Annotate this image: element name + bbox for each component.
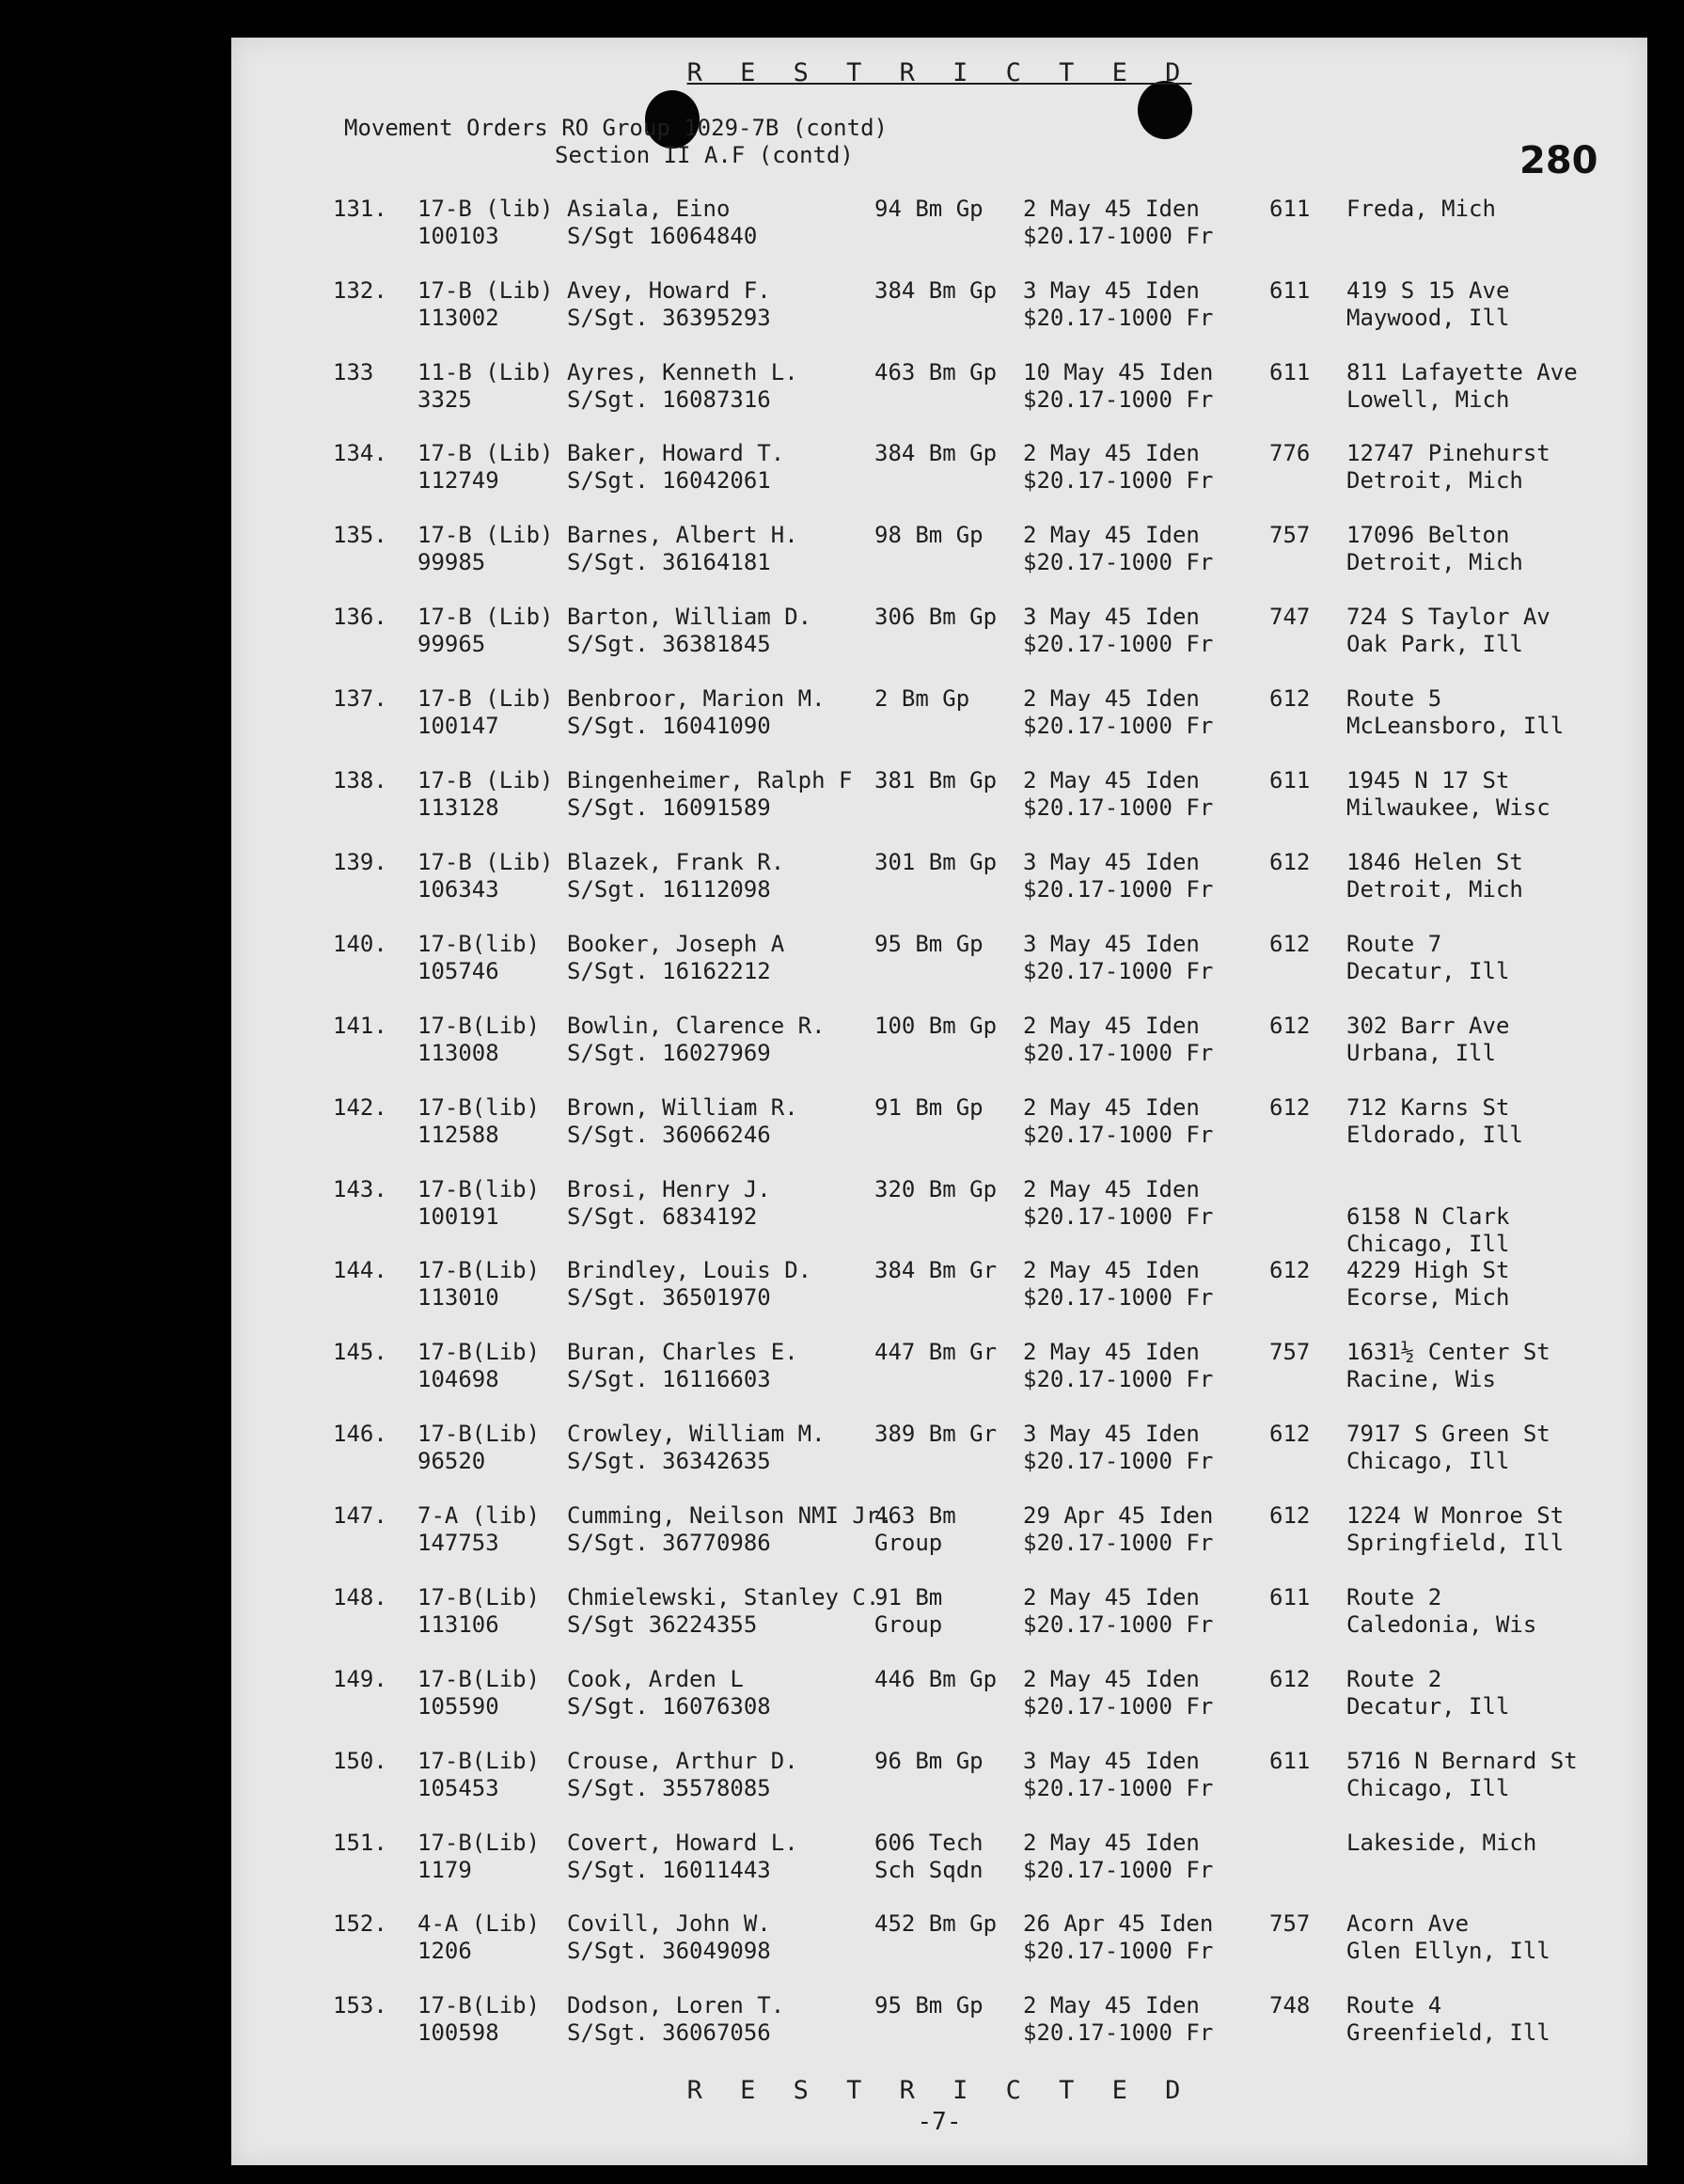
entry-number: 142. [333, 1094, 387, 1121]
address-line1: 5716 N Bernard St [1346, 1748, 1578, 1774]
address-line2: Eldorado, Ill [1346, 1122, 1523, 1148]
serial-id: 113106 [417, 1611, 499, 1638]
mos-code: 17-B (Lib) [417, 604, 554, 630]
address-line2: Glen Ellyn, Ill [1346, 1938, 1550, 1964]
order-date: 2 May 45 Iden [1023, 1666, 1200, 1692]
unit: 301 Bm Gp [874, 849, 998, 875]
rank-serial: S/Sgt. 16027969 [567, 1040, 771, 1066]
person-name: Dodson, Loren T. [567, 1992, 785, 2019]
serial-id: 100103 [417, 223, 499, 249]
rank-serial: S/Sgt. 16091589 [567, 794, 771, 821]
address-line1: Acorn Ave [1346, 1910, 1470, 1937]
pay-rate: $20.17-1000 Fr [1023, 876, 1214, 903]
pay-rate: $20.17-1000 Fr [1023, 631, 1214, 657]
mos-code: 17-B(Lib) [417, 1748, 541, 1774]
entry-number: 149. [333, 1666, 387, 1692]
entry-number: 137. [333, 685, 387, 712]
mos-code: 17-B(Lib) [417, 1830, 541, 1856]
person-name: Covert, Howard L. [567, 1830, 798, 1856]
entry-number: 144. [333, 1257, 387, 1283]
address-line2: Decatur, Ill [1346, 1693, 1510, 1720]
list-item [231, 767, 1647, 842]
address-line1: 302 Barr Ave [1346, 1013, 1510, 1039]
rank-serial: S/Sgt. 16076308 [567, 1693, 771, 1720]
mos-code: 17-B(Lib) [417, 1666, 541, 1692]
address-line2: Chicago, Ill [1346, 1775, 1510, 1801]
mos-code: 17-B(Lib) [417, 1339, 541, 1365]
pay-rate: $20.17-1000 Fr [1023, 794, 1214, 821]
serial-id: 113002 [417, 305, 499, 331]
person-name: Bowlin, Clarence R. [567, 1013, 826, 1039]
dest-code: 612 [1269, 1257, 1311, 1283]
unit: 96 Bm Gp [874, 1748, 984, 1774]
dest-code: 757 [1269, 1339, 1311, 1365]
person-name: Bingenheimer, Ralph F [567, 767, 853, 793]
address-line1: Lakeside, Mich [1346, 1830, 1537, 1856]
list-item [231, 1094, 1647, 1170]
mos-code: 11-B (Lib) [417, 359, 554, 385]
entry-number: 139. [333, 849, 387, 875]
serial-id: 106343 [417, 876, 499, 903]
unit: 2 Bm Gp [874, 685, 970, 712]
person-name: Blazek, Frank R. [567, 849, 785, 875]
dest-code: 611 [1269, 277, 1311, 304]
list-item [231, 1748, 1647, 1823]
address-line1: 419 S 15 Ave [1346, 277, 1510, 304]
pay-rate: $20.17-1000 Fr [1023, 305, 1214, 331]
address-line2: Decatur, Ill [1346, 958, 1510, 984]
person-name: Benbroor, Marion M. [567, 685, 826, 712]
order-date: 29 Apr 45 Iden [1023, 1502, 1214, 1529]
person-name: Asiala, Eino [567, 196, 731, 222]
unit: 384 Bm Gp [874, 277, 998, 304]
address-line2: Urbana, Ill [1346, 1040, 1496, 1066]
order-date: 2 May 45 Iden [1023, 1013, 1200, 1039]
unit: 91 Bm Gp [874, 1094, 984, 1121]
pay-rate: $20.17-1000 Fr [1023, 1284, 1214, 1311]
unit: 389 Bm Gr [874, 1421, 998, 1447]
entry-number: 143. [333, 1176, 387, 1202]
pay-rate: $20.17-1000 Fr [1023, 1938, 1214, 1964]
unit: 446 Bm Gp [874, 1666, 998, 1692]
mos-code: 17-B(Lib) [417, 1992, 541, 2019]
dest-code: 748 [1269, 1992, 1311, 2019]
dest-code: 611 [1269, 1748, 1311, 1774]
pay-rate: $20.17-1000 Fr [1023, 1040, 1214, 1066]
address-line1: 811 Lafayette Ave [1346, 359, 1578, 385]
list-item [231, 1176, 1647, 1257]
address-line1: Route 2 [1346, 1666, 1442, 1692]
address-line1: Route 4 [1346, 1992, 1442, 2019]
order-date: 2 May 45 Iden [1023, 1094, 1200, 1121]
serial-id: 105453 [417, 1775, 499, 1801]
address-line2: Oak Park, Ill [1346, 631, 1523, 657]
list-item [231, 1830, 1647, 1905]
address-line2: Chicago, Ill [1346, 1448, 1510, 1474]
address-line1: Route 5 [1346, 685, 1442, 712]
dest-code: 757 [1269, 522, 1311, 548]
unit: 95 Bm Gp [874, 1992, 984, 2019]
serial-id: 113128 [417, 794, 499, 821]
dest-code: 757 [1269, 1910, 1311, 1937]
serial-id: 105590 [417, 1693, 499, 1720]
classification-header: R E S T R I C T E D [686, 58, 1192, 87]
mos-code: 17-B(lib) [417, 1176, 541, 1202]
unit: 100 Bm Gp [874, 1013, 998, 1039]
order-date: 3 May 45 Iden [1023, 931, 1200, 957]
pay-rate: $20.17-1000 Fr [1023, 1122, 1214, 1148]
dest-code: 611 [1269, 767, 1311, 793]
orders-title: Movement Orders RO Group 1029-7B (contd) [344, 115, 888, 141]
rank-serial: S/Sgt. 16041090 [567, 713, 771, 739]
rank-serial: S/Sgt. 16011443 [567, 1857, 771, 1883]
entry-number: 146. [333, 1421, 387, 1447]
serial-id: 1179 [417, 1857, 472, 1883]
serial-id: 100147 [417, 713, 499, 739]
address-line1: 17096 Belton [1346, 522, 1510, 548]
rank-serial: S/Sgt. 36067056 [567, 2019, 771, 2046]
address-line2: Detroit, Mich [1346, 467, 1523, 494]
unit: 91 Bm [874, 1584, 943, 1611]
order-date: 2 May 45 Iden [1023, 522, 1200, 548]
address-line1: 7917 S Green St [1346, 1421, 1550, 1447]
rank-serial: S/Sgt. 16042061 [567, 467, 771, 494]
serial-id: 1206 [417, 1938, 472, 1964]
dest-code: 612 [1269, 931, 1311, 957]
order-date: 2 May 45 Iden [1023, 1176, 1200, 1202]
entry-number: 148. [333, 1584, 387, 1611]
pay-rate: $20.17-1000 Fr [1023, 2019, 1214, 2046]
order-date: 3 May 45 Iden [1023, 604, 1200, 630]
rank-serial: S/Sgt. 36164181 [567, 549, 771, 575]
rank-serial: S/Sgt. 16112098 [567, 876, 771, 903]
person-name: Chmielewski, Stanley C. [567, 1584, 880, 1611]
serial-id: 113010 [417, 1284, 499, 1311]
address-line2: Lowell, Mich [1346, 386, 1510, 413]
mos-code: 4-A (Lib) [417, 1910, 541, 1937]
mos-code: 17-B (Lib) [417, 767, 554, 793]
list-item [231, 1013, 1647, 1088]
entry-number: 138. [333, 767, 387, 793]
list-item [231, 685, 1647, 761]
entry-number: 147. [333, 1502, 387, 1529]
list-item [231, 1666, 1647, 1741]
rank-serial: S/Sgt. 35578085 [567, 1775, 771, 1801]
entry-number: 140. [333, 931, 387, 957]
address-line2: Ecorse, Mich [1346, 1284, 1510, 1311]
person-name: Booker, Joseph A [567, 931, 785, 957]
dest-code: 612 [1269, 685, 1311, 712]
unit: 320 Bm Gp [874, 1176, 998, 1202]
pay-rate: $20.17-1000 Fr [1023, 386, 1214, 413]
address-line2: Racine, Wis [1346, 1366, 1496, 1392]
list-item [231, 196, 1647, 271]
unit: 452 Bm Gp [874, 1910, 998, 1937]
person-name: Buran, Charles E. [567, 1339, 798, 1365]
rank-serial: S/Sgt. 36395293 [567, 305, 771, 331]
entry-number: 153. [333, 1992, 387, 2019]
person-name: Cumming, Neilson NMI Jr. [567, 1502, 893, 1529]
rank-serial: S/Sgt. 36066246 [567, 1122, 771, 1148]
list-item [231, 1257, 1647, 1332]
dest-code: 611 [1269, 1584, 1311, 1611]
person-name: Brindley, Louis D. [567, 1257, 812, 1283]
entry-number: 133 [333, 359, 374, 385]
rank-serial: S/Sgt. 36049098 [567, 1938, 771, 1964]
entry-number: 150. [333, 1748, 387, 1774]
mos-code: 17-B(Lib) [417, 1013, 541, 1039]
person-name: Crouse, Arthur D. [567, 1748, 798, 1774]
dest-code: 612 [1269, 1421, 1311, 1447]
entry-number: 145. [333, 1339, 387, 1365]
serial-id: 3325 [417, 386, 472, 413]
entry-number: 135. [333, 522, 387, 548]
dest-code: 612 [1269, 1013, 1311, 1039]
serial-id: 112588 [417, 1122, 499, 1148]
person-name: Crowley, William M. [567, 1421, 826, 1447]
list-item [231, 440, 1647, 515]
pay-rate: $20.17-1000 Fr [1023, 549, 1214, 575]
serial-id: 104698 [417, 1366, 499, 1392]
address-line1: 1631½ Center St [1346, 1339, 1550, 1365]
serial-id: 99985 [417, 549, 486, 575]
rank-serial: S/Sgt. 36770986 [567, 1530, 771, 1556]
list-item [231, 522, 1647, 597]
rank-serial: S/Sgt. 6834192 [567, 1203, 758, 1230]
unit-cont: Sch Sqdn [874, 1857, 984, 1883]
pay-rate: $20.17-1000 Fr [1023, 1775, 1214, 1801]
mos-code: 17-B (Lib) [417, 849, 554, 875]
order-date: 2 May 45 Iden [1023, 1339, 1200, 1365]
dest-code: 747 [1269, 604, 1311, 630]
unit-cont: Group [874, 1611, 943, 1638]
rank-serial: S/Sgt. 36342635 [567, 1448, 771, 1474]
page-number: 280 [1519, 139, 1598, 182]
list-item [231, 359, 1647, 434]
pay-rate: $20.17-1000 Fr [1023, 1203, 1214, 1230]
mos-code: 17-B (Lib) [417, 277, 554, 304]
mos-code: 17-B (Lib) [417, 522, 554, 548]
serial-id: 112749 [417, 467, 499, 494]
address-line2: Greenfield, Ill [1346, 2019, 1550, 2046]
mos-code: 17-B (Lib) [417, 685, 554, 712]
folio-number: -7- [917, 2108, 962, 2136]
list-item [231, 1910, 1647, 1986]
person-name: Brosi, Henry J. [567, 1176, 771, 1202]
address-line1: 1224 W Monroe St [1346, 1502, 1565, 1529]
unit: 463 Bm Gp [874, 359, 998, 385]
unit: 381 Bm Gp [874, 767, 998, 793]
unit: 94 Bm Gp [874, 196, 984, 222]
order-date: 26 Apr 45 Iden [1023, 1910, 1214, 1937]
person-name: Covill, John W. [567, 1910, 771, 1937]
pay-rate: $20.17-1000 Fr [1023, 1857, 1214, 1883]
pay-rate: $20.17-1000 Fr [1023, 223, 1214, 249]
person-name: Brown, William R. [567, 1094, 798, 1121]
person-name: Baker, Howard T. [567, 440, 785, 466]
dest-code: 612 [1269, 1666, 1311, 1692]
mos-code: 17-B (lib) [417, 196, 554, 222]
rank-serial: S/Sgt 16064840 [567, 223, 758, 249]
unit: 95 Bm Gp [874, 931, 984, 957]
dest-code: 611 [1269, 359, 1311, 385]
address-line1: Freda, Mich [1346, 196, 1496, 222]
serial-id: 96520 [417, 1448, 486, 1474]
pay-rate: $20.17-1000 Fr [1023, 1448, 1214, 1474]
pay-rate: $20.17-1000 Fr [1023, 1611, 1214, 1638]
entry-number: 131. [333, 196, 387, 222]
address-line2: Milwaukee, Wisc [1346, 794, 1550, 821]
rank-serial: S/Sgt. 36381845 [567, 631, 771, 657]
mos-code: 17-B(lib) [417, 931, 541, 957]
person-name: Barton, William D. [567, 604, 812, 630]
rank-serial: S/Sgt. 16162212 [567, 958, 771, 984]
person-name: Cook, Arden L [567, 1666, 744, 1692]
unit: 306 Bm Gp [874, 604, 998, 630]
mos-code: 7-A (lib) [417, 1502, 541, 1529]
entry-number: 134. [333, 440, 387, 466]
serial-id: 105746 [417, 958, 499, 984]
pay-rate: $20.17-1000 Fr [1023, 958, 1214, 984]
address-line1: 4229 High St [1346, 1257, 1510, 1283]
order-date: 2 May 45 Iden [1023, 1584, 1200, 1611]
order-date: 2 May 45 Iden [1023, 440, 1200, 466]
unit: 463 Bm [874, 1502, 956, 1529]
dest-code: 612 [1269, 1502, 1311, 1529]
document-page [231, 38, 1647, 2165]
person-name: Barnes, Albert H. [567, 522, 798, 548]
order-date: 2 May 45 Iden [1023, 767, 1200, 793]
serial-id: 147753 [417, 1530, 499, 1556]
unit-cont: Group [874, 1530, 943, 1556]
person-name: Ayres, Kenneth L. [567, 359, 798, 385]
order-date: 2 May 45 Iden [1023, 1992, 1200, 2019]
order-date: 3 May 45 Iden [1023, 277, 1200, 304]
entry-number: 151. [333, 1830, 387, 1856]
address-line2: McLeansboro, Ill [1346, 713, 1565, 739]
mos-code: 17-B(Lib) [417, 1257, 541, 1283]
address-line2: 6158 N Clark [1346, 1203, 1510, 1230]
mos-code: 17-B(lib) [417, 1094, 541, 1121]
pay-rate: $20.17-1000 Fr [1023, 1530, 1214, 1556]
entry-number: 152. [333, 1910, 387, 1937]
entry-number: 141. [333, 1013, 387, 1039]
list-item [231, 1992, 1647, 2067]
section-title: Section II A.F (contd) [555, 142, 854, 168]
address-line1: 1945 N 17 St [1346, 767, 1510, 793]
unit: 384 Bm Gp [874, 440, 998, 466]
address-line1: 724 S Taylor Av [1346, 604, 1550, 630]
serial-id: 100598 [417, 2019, 499, 2046]
address-line1: 12747 Pinehurst [1346, 440, 1550, 466]
address-line2: Caledonia, Wis [1346, 1611, 1537, 1638]
order-date: 3 May 45 Iden [1023, 1421, 1200, 1447]
unit: 606 Tech [874, 1830, 984, 1856]
list-item [231, 277, 1647, 353]
dest-code: 612 [1269, 1094, 1311, 1121]
list-item [231, 1339, 1647, 1414]
rank-serial: S/Sgt. 36501970 [567, 1284, 771, 1311]
list-item [231, 604, 1647, 679]
order-date: 2 May 45 Iden [1023, 685, 1200, 712]
mos-code: 17-B(Lib) [417, 1584, 541, 1611]
entry-number: 136. [333, 604, 387, 630]
address-line2: Springfield, Ill [1346, 1530, 1565, 1556]
list-item [231, 1421, 1647, 1496]
serial-id: 113008 [417, 1040, 499, 1066]
pay-rate: $20.17-1000 Fr [1023, 713, 1214, 739]
address-line1: 712 Karns St [1346, 1094, 1510, 1121]
mos-code: 17-B (Lib) [417, 440, 554, 466]
order-date: 2 May 45 Iden [1023, 196, 1200, 222]
address-line3: Chicago, Ill [1346, 1231, 1510, 1257]
dest-code: 776 [1269, 440, 1311, 466]
pay-rate: $20.17-1000 Fr [1023, 1693, 1214, 1720]
address-line1: Route 2 [1346, 1584, 1442, 1611]
order-date: 3 May 45 Iden [1023, 849, 1200, 875]
rank-serial: S/Sgt 36224355 [567, 1611, 758, 1638]
dest-code: 612 [1269, 849, 1311, 875]
dest-code: 611 [1269, 196, 1311, 222]
rank-serial: S/Sgt. 16116603 [567, 1366, 771, 1392]
person-name: Avey, Howard F. [567, 277, 771, 304]
mos-code: 17-B(Lib) [417, 1421, 541, 1447]
address-line2: Maywood, Ill [1346, 305, 1510, 331]
punch-hole [1138, 81, 1192, 139]
serial-id: 100191 [417, 1203, 499, 1230]
unit: 447 Bm Gr [874, 1339, 998, 1365]
unit: 98 Bm Gp [874, 522, 984, 548]
order-date: 2 May 45 Iden [1023, 1830, 1200, 1856]
unit: 384 Bm Gr [874, 1257, 998, 1283]
order-date: 2 May 45 Iden [1023, 1257, 1200, 1283]
address-line1: 1846 Helen St [1346, 849, 1523, 875]
list-item [231, 1502, 1647, 1578]
list-item [231, 1584, 1647, 1659]
address-line2: Detroit, Mich [1346, 876, 1523, 903]
list-item [231, 849, 1647, 924]
address-line2: Detroit, Mich [1346, 549, 1523, 575]
list-item [231, 931, 1647, 1006]
pay-rate: $20.17-1000 Fr [1023, 467, 1214, 494]
order-date: 10 May 45 Iden [1023, 359, 1214, 385]
classification-footer: R E S T R I C T E D [686, 2076, 1192, 2105]
order-date: 3 May 45 Iden [1023, 1748, 1200, 1774]
rank-serial: S/Sgt. 16087316 [567, 386, 771, 413]
address-line1: Route 7 [1346, 931, 1442, 957]
serial-id: 99965 [417, 631, 486, 657]
entry-number: 132. [333, 277, 387, 304]
pay-rate: $20.17-1000 Fr [1023, 1366, 1214, 1392]
